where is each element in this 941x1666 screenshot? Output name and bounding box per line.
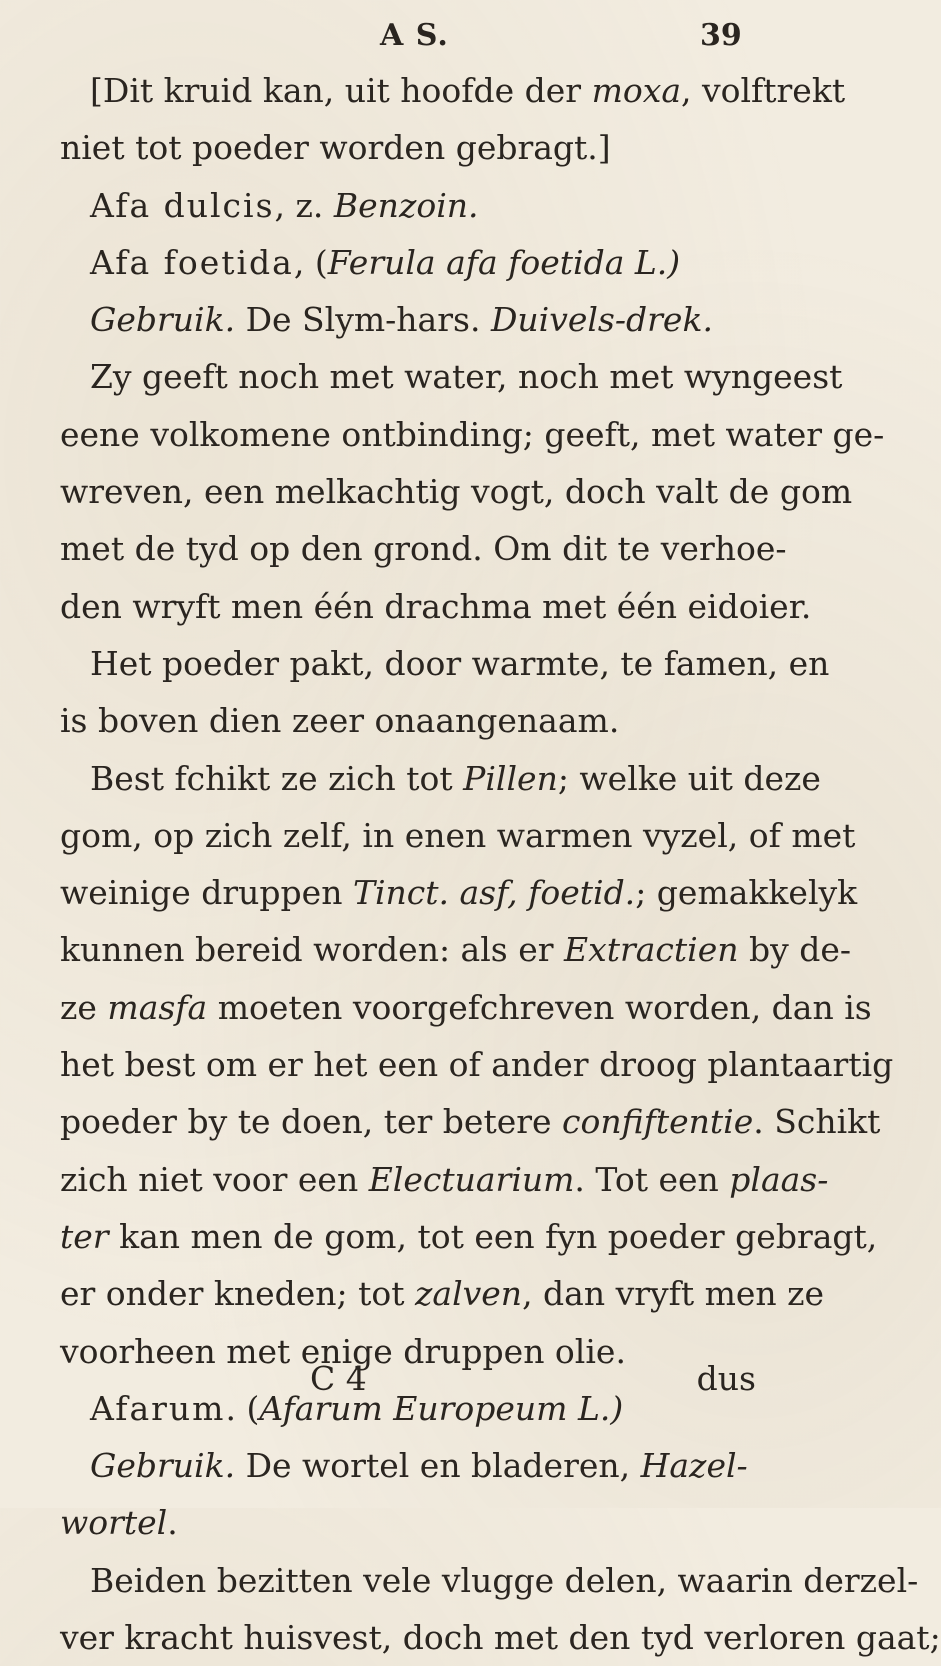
text-line-8: wreven, een melkachtig vogt, doch valt de gom <box>60 472 853 512</box>
text-line-10: den wryft men één drachma met één eidoier. <box>60 586 812 626</box>
page-header <box>0 14 800 58</box>
text-line-28: ver kracht huisvest, doch met den tyd verloren gaat; <box>60 1618 941 1658</box>
page-number: 39 <box>700 18 742 53</box>
text-line-1: [Dit kruid kan, uit hoofde der moxa, volftrekt <box>90 71 846 110</box>
text-line-17: ze masfa moeten voorgefchreven worden, dan is <box>60 987 872 1027</box>
running-head: A S. <box>380 18 449 53</box>
text-line-25: Gebruik. De wortel en bladeren, Hazel- <box>90 1446 748 1486</box>
text-line-15: weinige druppen Tinct. asf, foetid.; gemakkelyk <box>60 873 858 913</box>
text-line-2: niet tot poeder worden gebragt.] <box>60 128 611 168</box>
entry-afarum: Afarum. (Afarum Europeum L.) <box>90 1388 624 1428</box>
entry-afa-foetida: Afa foetida, (Ferula afa foetida L.) <box>90 242 681 282</box>
text-line-6: Zy geeft noch met water, noch met wyngeest <box>90 357 843 397</box>
signature-mark: C 4 <box>310 1359 367 1398</box>
text-line-20: zich niet voor een Electuarium. Tot een plaas- <box>60 1159 829 1199</box>
text-line-14: gom, op zich zelf, in enen warmen vyzel, of met <box>60 815 856 855</box>
body-text <box>60 62 941 1666</box>
entry-afa-dulcis: Afa dulcis, z. Benzoin. <box>90 185 479 225</box>
text-line-22: er onder kneden; tot zalven, dan vryft men ze <box>60 1274 825 1314</box>
catchword: dus <box>696 1359 756 1398</box>
text-line-26: wortel. <box>60 1503 178 1543</box>
text-line-12: is boven dien zeer onaangenaam. <box>60 701 620 741</box>
text-line-5: Gebruik. De Slym-hars. Duivels-drek. <box>90 300 713 340</box>
text-line-18: het best om er het een of ander droog plantaartig <box>60 1045 894 1085</box>
text-line-23: voorheen met enige druppen olie. <box>60 1331 626 1371</box>
text-line-16: kunnen bereid worden: als er Extractien by de- <box>60 930 852 970</box>
text-line-19: poeder by te doen, ter betere confiftentie. Schikt <box>60 1102 881 1142</box>
text-line-9: met de tyd op den grond. Om dit te verhoe- <box>60 529 787 569</box>
text-line-21: ter kan men de gom, tot een fyn poeder gebragt, <box>60 1216 878 1256</box>
text-line-11: Het poeder pakt, door warmte, te famen, en <box>90 643 830 683</box>
text-line-7: eene volkomene ontbinding; geeft, met water ge- <box>60 414 885 454</box>
text-line-27: Beiden bezitten vele vlugge delen, waarin derzel- <box>90 1560 919 1600</box>
text-line-13: Best fchikt ze zich tot Pillen; welke uit deze <box>90 758 821 798</box>
page-footer <box>60 1350 780 1407</box>
